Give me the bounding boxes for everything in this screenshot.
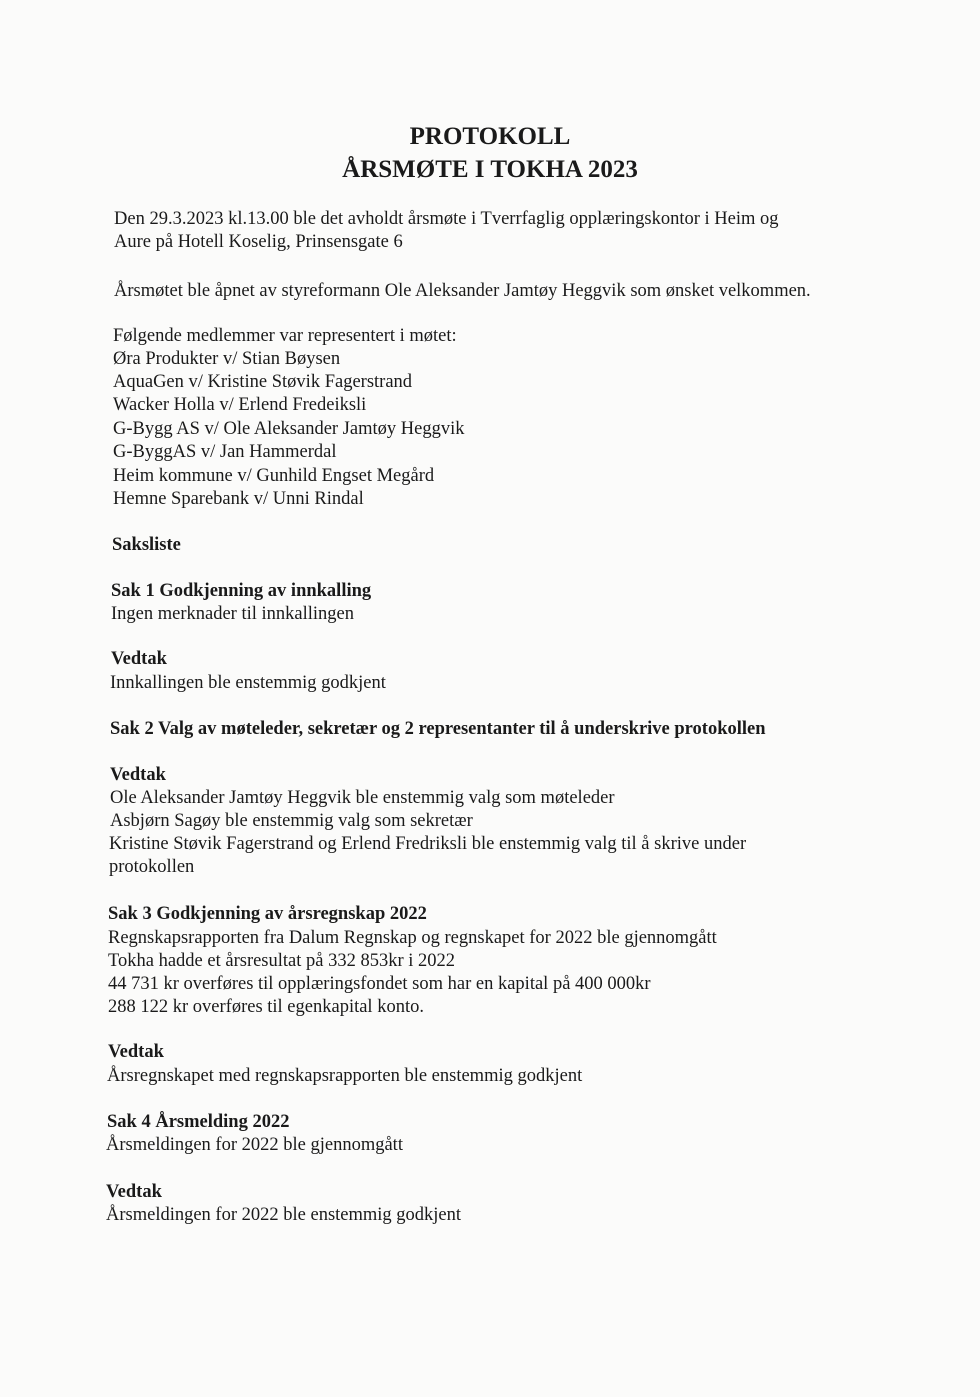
opening-text: Årsmøtet ble åpnet av styreformann Ole Aleksander Jamtøy Heggvik som ønsket velkommen. <box>114 281 811 301</box>
sak3-vedtak-heading: Vedtak <box>108 1042 164 1062</box>
sak4-vedtak-heading: Vedtak <box>106 1182 162 1202</box>
sak2-vedtak-text: Asbjørn Sagøy ble enstemmig valg som sekretær <box>110 811 473 831</box>
sak4-vedtak-text: Årsmeldingen for 2022 ble enstemmig godkjent <box>106 1205 462 1225</box>
members-heading: Følgende medlemmer var representert i møtet: <box>113 326 457 346</box>
member-item: G-ByggAS v/ Jan Hammerdal <box>113 442 337 462</box>
sak1-heading: Sak 1 Godkjenning av innkalling <box>111 581 372 601</box>
sak3-heading: Sak 3 Godkjenning av årsregnskap 2022 <box>108 904 427 924</box>
member-item: Øra Produkter v/ Stian Bøysen <box>113 349 341 369</box>
sak3-text: Tokha hadde et årsresultat på 332 853kr i 2022 <box>108 951 456 971</box>
member-item: G-Bygg AS v/ Ole Aleksander Jamtøy Heggvik <box>113 419 465 439</box>
member-item: Wacker Holla v/ Erlend Fredeiksli <box>113 395 367 415</box>
sak4-text: Årsmeldingen for 2022 ble gjennomgått <box>106 1135 403 1155</box>
sak2-vedtak-heading: Vedtak <box>110 765 166 785</box>
agenda-heading: Saksliste <box>112 535 181 555</box>
member-item: Hemne Sparebank v/ Unni Rindal <box>113 489 364 509</box>
member-item: AquaGen v/ Kristine Støvik Fagerstrand <box>113 372 413 392</box>
sak3-text: 288 122 kr overføres til egenkapital konto. <box>108 997 424 1017</box>
intro-line-2: Aure på Hotell Koselig, Prinsensgate 6 <box>114 232 403 252</box>
document-subtitle: ÅRSMØTE I TOKHA 2023 <box>342 156 638 183</box>
sak2-vedtak-text: protokollen <box>109 857 195 877</box>
sak1-vedtak-text: Innkallingen ble enstemmig godkjent <box>110 673 386 693</box>
intro-line-1: Den 29.3.2023 kl.13.00 ble det avholdt årsmøte i Tverrfaglig opplæringskontor i Heim og <box>114 209 779 229</box>
document-title: PROTOKOLL <box>409 123 571 150</box>
sak3-text: Regnskapsrapporten fra Dalum Regnskap og regnskapet for 2022 ble gjennomgått <box>108 928 717 948</box>
sak4-heading: Sak 4 Årsmelding 2022 <box>107 1112 290 1132</box>
sak1-text: Ingen merknader til innkallingen <box>111 604 354 624</box>
sak2-heading: Sak 2 Valg av møteleder, sekretær og 2 representanter til å underskrive protokollen <box>110 719 766 739</box>
sak3-vedtak-text: Årsregnskapet med regnskapsrapporten ble enstemmig godkjent <box>107 1066 583 1086</box>
sak2-vedtak-text: Ole Aleksander Jamtøy Heggvik ble enstemmig valg som møteleder <box>110 788 615 808</box>
sak3-text: 44 731 kr overføres til opplæringsfondet som har en kapital på 400 000kr <box>108 974 651 994</box>
member-item: Heim kommune v/ Gunhild Engset Megård <box>113 466 435 486</box>
sak2-vedtak-text: Kristine Støvik Fagerstrand og Erlend Fredriksli ble enstemmig valg til å skrive under <box>109 834 747 854</box>
sak1-vedtak-heading: Vedtak <box>111 649 167 669</box>
